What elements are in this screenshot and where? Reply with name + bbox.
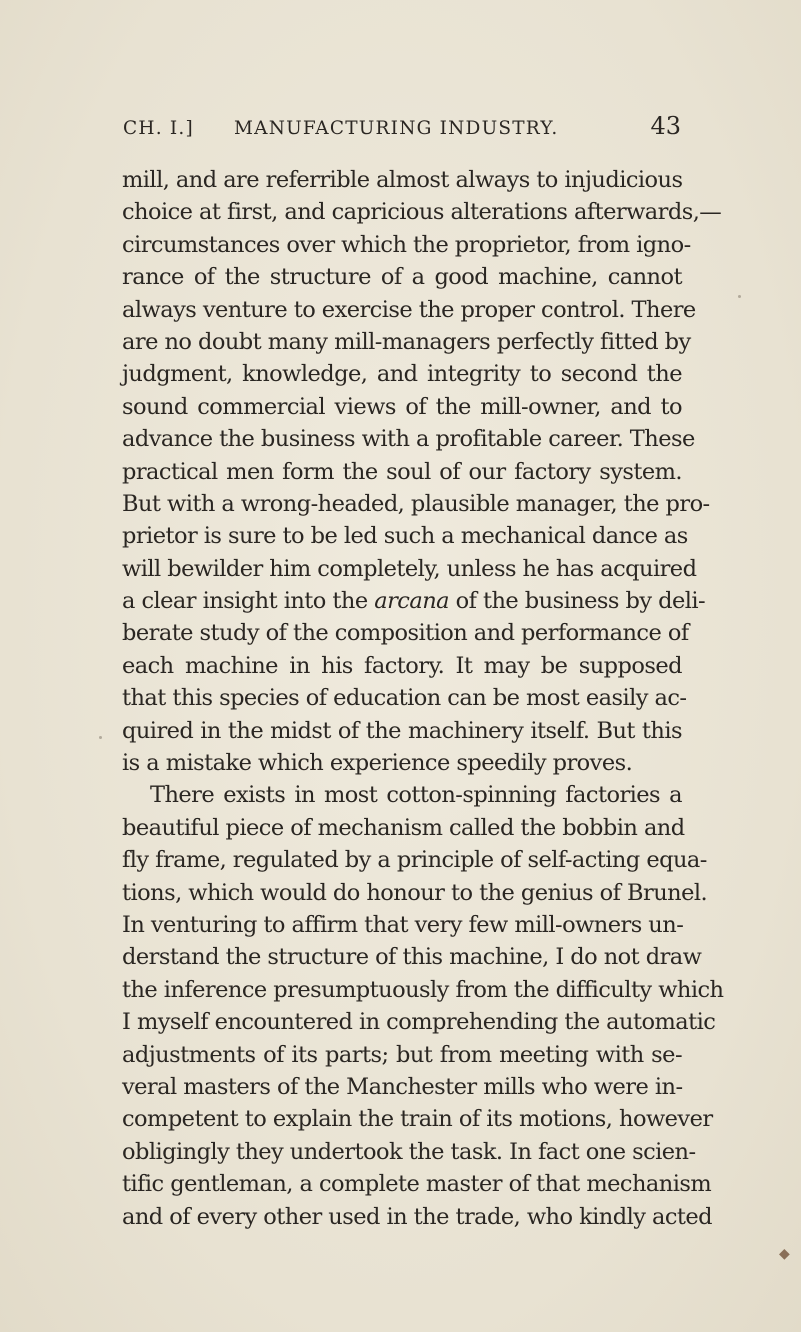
text-line: fly frame, regulated by a principle of self-acting equa- bbox=[122, 847, 707, 874]
text-line: is a mistake which experience speedily proves. bbox=[122, 750, 633, 777]
text-line-with-italic bbox=[122, 585, 706, 617]
text-line: adjustments of its parts; but from meeting with se- bbox=[122, 1041, 682, 1068]
text-line: beautiful piece of mechanism called the bobbin and bbox=[122, 814, 685, 841]
line-start: a clear insight into the bbox=[122, 588, 375, 615]
text-line: In venturing to affirm that very few mill-owners un- bbox=[122, 911, 684, 938]
text-line: But with a wrong-headed, plausible manager, the pro- bbox=[122, 490, 710, 517]
body-text bbox=[122, 164, 724, 1233]
text-line: tions, which would do honour to the genius of Brunel. bbox=[122, 879, 708, 906]
text-line: will bewilder him completely, unless he has acquired bbox=[122, 555, 697, 582]
text-line: berate study of the composition and performance of bbox=[122, 620, 689, 647]
text-line: veral masters of the Manchester mills who were in- bbox=[122, 1073, 683, 1100]
text-line: competent to explain the train of its motions, however bbox=[122, 1106, 713, 1133]
running-head bbox=[123, 112, 681, 146]
text-line: circumstances over which the proprietor, from igno- bbox=[122, 231, 691, 258]
text-line: quired in the midst of the machinery itself. But this bbox=[122, 717, 682, 744]
text-line: each machine in his factory. It may be supposed bbox=[122, 652, 682, 679]
text-line: sound commercial views of the mill-owner, and to bbox=[122, 393, 682, 420]
text-line: and of every other used in the trade, who kindly acted bbox=[122, 1203, 713, 1230]
line-end: of the business by deli- bbox=[449, 588, 706, 615]
text-line: I myself encountered in comprehending the automatic bbox=[122, 1009, 716, 1036]
paper-speck bbox=[99, 736, 102, 739]
paper-speck bbox=[738, 295, 741, 298]
page-number: 43 bbox=[650, 112, 681, 140]
text-line: tific gentleman, a complete master of that mechanism bbox=[122, 1171, 712, 1198]
ink-mark-icon: ◆ bbox=[779, 1246, 790, 1262]
text-line: choice at first, and capricious alterations afterwards,— bbox=[122, 199, 722, 226]
text-line: prietor is sure to be led such a mechanical dance as bbox=[122, 523, 688, 550]
text-line: practical men form the soul of our factory system. bbox=[122, 458, 682, 485]
text-line: judgment, knowledge, and integrity to second the bbox=[122, 361, 682, 388]
text-line: derstand the structure of this machine, I do not draw bbox=[122, 944, 702, 971]
paragraph-start-line: There exists in most cotton-spinning factories a bbox=[150, 782, 682, 809]
text-line: always venture to exercise the proper control. There bbox=[122, 296, 696, 323]
text-line: rance of the structure of a good machine, cannot bbox=[122, 264, 682, 291]
text-line: that this species of education can be most easily ac- bbox=[122, 685, 687, 712]
chapter-label: CH. I.] bbox=[123, 118, 194, 139]
text-line: obligingly they undertook the task. In fact one scien- bbox=[122, 1138, 696, 1165]
italic-word: arcana bbox=[374, 588, 449, 615]
running-title: MANUFACTURING INDUSTRY. bbox=[234, 118, 559, 139]
text-line: mill, and are referrible almost always to injudicious bbox=[122, 167, 683, 193]
text-line: the inference presumptuously from the difficulty which bbox=[122, 976, 724, 1003]
text-line: are no doubt many mill-managers perfectly fitted by bbox=[122, 328, 691, 355]
text-line: advance the business with a profitable career. These bbox=[122, 426, 695, 453]
